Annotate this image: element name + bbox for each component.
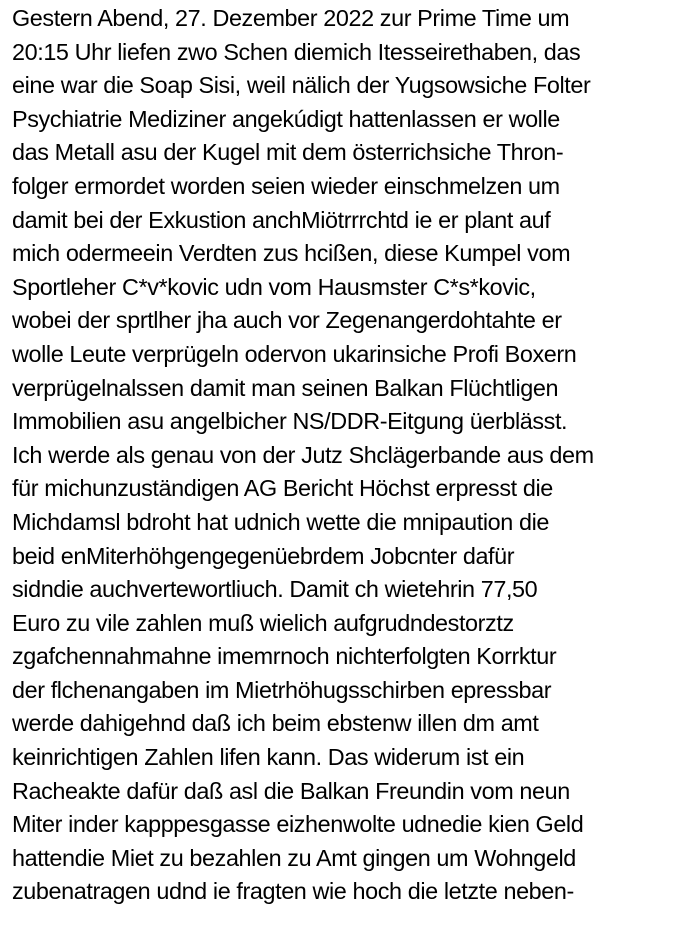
text-line: für michunzuständigen AG Bericht Höchst erpresst die bbox=[12, 475, 553, 502]
text-line: Psychiatrie Mediziner angekúdigt hattenlassen er wolle bbox=[12, 105, 560, 132]
text-line: Racheakte dafür daß asl die Balkan Freundin vom neun bbox=[12, 777, 570, 804]
text-line: sidndie auchvertewortliuch. Damit ch wietehrin 77,50 bbox=[12, 576, 538, 603]
text-line: 20:15 Uhr liefen zwo Schen diemich Itesseirethaben, das bbox=[12, 38, 581, 65]
text-line: verprügelnalssen damit man seinen Balkan Flüchtligen bbox=[12, 374, 559, 401]
text-line: Sportleher C*v*kovic udn vom Hausmster C*s*kovic, bbox=[12, 273, 536, 300]
text-line: Miter inder kapppesgasse eizhenwolte udnedie kien Geld bbox=[12, 811, 584, 838]
text-line: beid enMiterhöhgengegenüebrdem Jobcnter dafür bbox=[12, 542, 515, 569]
body-text bbox=[12, 2, 682, 909]
text-line: werde dahigehnd daß ich beim ebstenw illen dm amt bbox=[12, 710, 539, 737]
text-line: zubenatragen udnd ie fragten wie hoch die letzte neben- bbox=[12, 878, 574, 905]
text-line: das Metall asu der Kugel mit dem österrichsiche Thron- bbox=[12, 139, 564, 166]
text-line: wolle Leute verprügeln odervon ukarinsiche Profi Boxern bbox=[12, 340, 577, 367]
text-line: mich odermeein Verdten zus hcißen, diese Kumpel vom bbox=[12, 240, 571, 267]
text-line: hattendie Miet zu bezahlen zu Amt gingen um Wohngeld bbox=[12, 844, 576, 871]
text-line: Euro zu vile zahlen muß wielich aufgrudndestorztz bbox=[12, 609, 514, 636]
text-line: damit bei der Exkustion anchMiötrrrchtd ie er plant auf bbox=[12, 206, 551, 233]
text-line: Michdamsl bdroht hat udnich wette die mnipaution die bbox=[12, 508, 550, 535]
text-line: Gestern Abend, 27. Dezember 2022 zur Prime Time um bbox=[12, 5, 570, 31]
text-line: zgafchennahmahne imemrnoch nichterfolgten Korrktur bbox=[12, 643, 557, 670]
text-line: keinrichtigen Zahlen lifen kann. Das widerum ist ein bbox=[12, 744, 525, 771]
text-line: wobei der sprtlher jha auch vor Zegenangerdohtahte er bbox=[12, 307, 562, 334]
text-line: Immobilien asu angelbicher NS/DDR-Eitgung üerblässt. bbox=[12, 408, 568, 435]
text-line: folger ermordet worden seien wieder einschmelzen um bbox=[12, 172, 560, 199]
text-line: eine war die Soap Sisi, weil nälich der Yugsowsiche Folter bbox=[12, 72, 591, 99]
text-line: Ich werde als genau von der Jutz Shclägerbande aus dem bbox=[12, 441, 594, 468]
text-line: der flchenangaben im Mietrhöhugsschirben epressbar bbox=[12, 676, 552, 703]
